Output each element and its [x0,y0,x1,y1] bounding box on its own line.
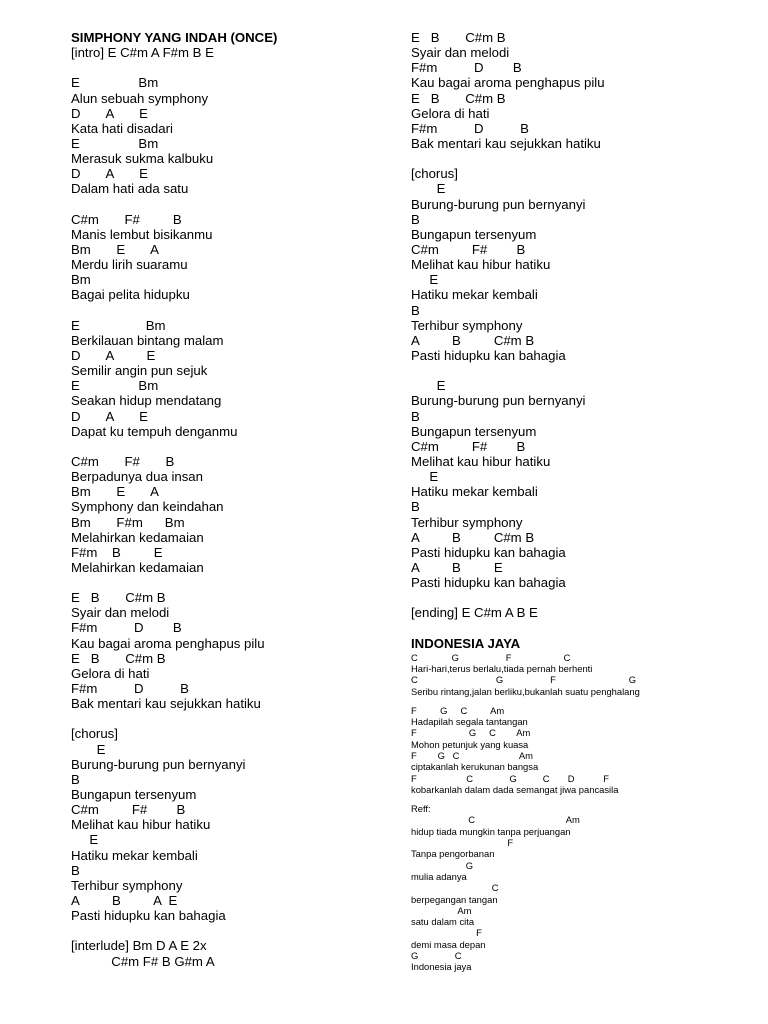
lyric-line: E [411,181,446,197]
lyric-line: Syair dan melodi [71,605,170,621]
blank-line [411,590,761,605]
lyric-line: B [71,771,80,787]
lyric-line: C#m F# B G#m A [71,953,215,969]
lyric-line: [ending] E C#m A B E [411,605,538,621]
left-column [71,30,391,969]
lyric-line: B [411,499,420,515]
lyric-line: Hatiku mekar kembali [411,287,538,303]
lyric-line: Symphony dan keindahan [71,499,224,515]
lyric-line: Berpadunya dua insan [71,469,203,485]
lyric-line: Dapat ku tempuh denganmu [71,423,238,439]
lyric-line: Terhibur symphony [71,877,183,893]
lyric-line: ciptakanlah kerukunan bangsa [411,761,539,773]
lyric-line: B [411,302,420,318]
lyric-line: F#m D B [411,120,529,136]
lyric-line: A B A E [71,893,178,909]
blank-line [411,363,761,378]
lyric-line: [interlude] Bm D A E 2x [71,938,207,954]
song-title: SIMPHONY YANG INDAH (ONCE) [71,30,278,45]
blank-line [411,697,761,705]
lyric-line: Merdu lirih suaramu [71,257,188,273]
lyric-line: demi masa depan [411,938,486,950]
lyric-line: F#m D B [411,60,522,76]
lyric-line: Melihat kau hibur hatiku [411,453,551,469]
lyric-line: Terhibur symphony [411,317,523,333]
lyric-line: E B C#m B [71,650,166,666]
lyric-line: berpegangan tangan [411,893,498,905]
lyric-line: Pasti hidupku kan bahagia [71,908,226,924]
blank-line [71,923,391,938]
lyric-line: Berkilauan bintang malam [71,332,224,348]
lyric-line: Melahirkan kedamaian [71,529,204,545]
lyric-line: G [411,859,473,871]
lyric-line: Hadapilah segala tantangan [411,716,528,728]
lyric-line: Reff: [411,803,431,815]
lyric-line: F G C Am [411,704,505,716]
lyric-line: C [411,882,499,894]
lyric-line: Bm [71,272,91,288]
lyric-line: Bagai pelita hidupku [71,287,190,303]
lyric-line: D A E [71,347,156,363]
lyric-line: B [411,408,420,424]
lyric-line: Tanpa pengorbanan [411,848,495,860]
lyric-line: Bak mentari kau sejukkan hatiku [71,696,261,712]
lyric-line: D A E [71,166,148,182]
lyric-line: Indonesia jaya [411,961,472,973]
lyric-line: Seakan hidup mendatang [71,393,222,409]
lyric-line: Merasuk sukma kalbuku [71,151,214,167]
lyric-line: Kata hati disadari [71,120,173,136]
song-title: INDONESIA JAYA [411,635,521,651]
lyric-line: D A E [71,105,148,121]
lyric-line: E B C#m B [411,90,506,106]
lyric-line: Mohon petunjuk yang kuasa [411,738,529,750]
blank-line [71,711,391,726]
lyric-line: C Am [411,814,580,826]
lyric-line: F#m B E [71,544,163,560]
lyric-line: Bungapun tersenyum [71,787,197,803]
lyric-line: Bm E A [71,484,159,500]
lyric-line: C#m F# B [411,241,526,257]
lyric-line: Bungapun tersenyum [411,423,537,439]
lyric-line: Hatiku mekar kembali [71,847,198,863]
lyric-line: kobarkanlah dalam dada semangat jiwa pancasila [411,783,619,795]
lyric-line: E [411,469,439,485]
lyric-line: Bm E A [71,241,159,257]
lyric-line: Dalam hati ada satu [71,181,189,197]
lyric-line: E Bm [71,317,166,333]
lyric-line: [intro] E C#m A F#m B E [71,45,214,61]
lyric-line: Gelora di hati [411,105,490,121]
lyric-line: C#m F# B [71,453,175,469]
lyric-line: Burung-burung pun bernyanyi [71,756,246,772]
lyric-line: B [411,211,420,227]
lyric-line: E [71,832,99,848]
lyric-line: E B C#m B [411,30,506,45]
lyric-line: F#m D B [71,681,189,697]
blank-line [411,795,761,803]
lyric-line: Pasti hidupku kan bahagia [411,544,566,560]
lyric-line: C#m F# B [71,211,182,227]
lyric-line: A B C#m B [411,332,535,348]
blank-line [71,60,391,75]
lyric-line: Semilir angin pun sejuk [71,363,208,379]
blank-line [71,197,391,212]
lyric-line: E Bm [71,135,159,151]
right-column [411,30,761,973]
lyric-line: Pasti hidupku kan bahagia [411,575,566,591]
lyric-line: A B C#m B [411,529,535,545]
lyric-line: Melahirkan kedamaian [71,559,204,575]
lyric-line: C#m F# B [71,802,186,818]
lyric-line: B [71,862,80,878]
lyric-line: Burung-burung pun bernyanyi [411,393,586,409]
blank-line [71,575,391,590]
lyric-line: F [411,837,514,849]
lyric-line: Bm F#m Bm [71,514,185,530]
lyric-line: Am [411,904,472,916]
lyric-line: Seribu rintang,jalan berliku,bukanlah suatu penghalang [411,685,640,697]
lyric-line: E B C#m B [71,590,166,606]
lyric-line: F G C Am [411,727,531,739]
lyric-line: [chorus] [71,726,118,742]
lyric-line: F [411,927,482,939]
lyric-line: Manis lembut bisikanmu [71,226,213,242]
blank-line [71,439,391,454]
lyric-line: Kau bagai aroma penghapus pilu [411,75,605,91]
lyric-line: [chorus] [411,166,458,182]
lyric-line: Hari-hari,terus berlalu,tiada pernah berhenti [411,662,593,674]
lyric-line: Pasti hidupku kan bahagia [411,347,566,363]
lyric-line: hidup tiada mungkin tanpa perjuangan [411,825,571,837]
lyric-line: A B E [411,559,503,575]
lyric-line: D A E [71,408,148,424]
lyric-line: C G F G [411,674,637,686]
lyric-line: F#m D B [71,620,182,636]
lyric-line: Melihat kau hibur hatiku [71,817,211,833]
lyric-line: Alun sebuah symphony [71,90,209,106]
lyric-line: E [411,272,439,288]
lyric-line: Kau bagai aroma penghapus pilu [71,635,265,651]
lyric-line: Bungapun tersenyum [411,226,537,242]
lyric-line: E Bm [71,75,159,91]
lyric-line: Hatiku mekar kembali [411,484,538,500]
lyric-line: C#m F# B [411,438,526,454]
blank-line [411,620,761,635]
lyric-line: Terhibur symphony [411,514,523,530]
lyric-line: Syair dan melodi [411,45,510,61]
lyric-line: C G F C [411,651,571,663]
song1-continuation [411,30,761,636]
lyric-line: E Bm [71,378,159,394]
lyric-line: mulia adanya [411,870,467,882]
lyric-line: E [411,378,446,394]
lyric-line: G C [411,950,462,962]
lyric-line: Melihat kau hibur hatiku [411,257,551,273]
song2-indonesia-jaya [411,636,761,973]
blank-line [71,303,391,318]
lyric-line: Bak mentari kau sejukkan hatiku [411,135,601,151]
lyric-line: E [71,741,106,757]
lyric-line: Burung-burung pun bernyanyi [411,196,586,212]
lyric-line: satu dalam cita [411,916,475,928]
blank-line [411,151,761,166]
lyric-line: F C G C D F [411,772,609,784]
lyric-line: Gelora di hati [71,665,150,681]
lyric-line: F G C Am [411,750,533,761]
